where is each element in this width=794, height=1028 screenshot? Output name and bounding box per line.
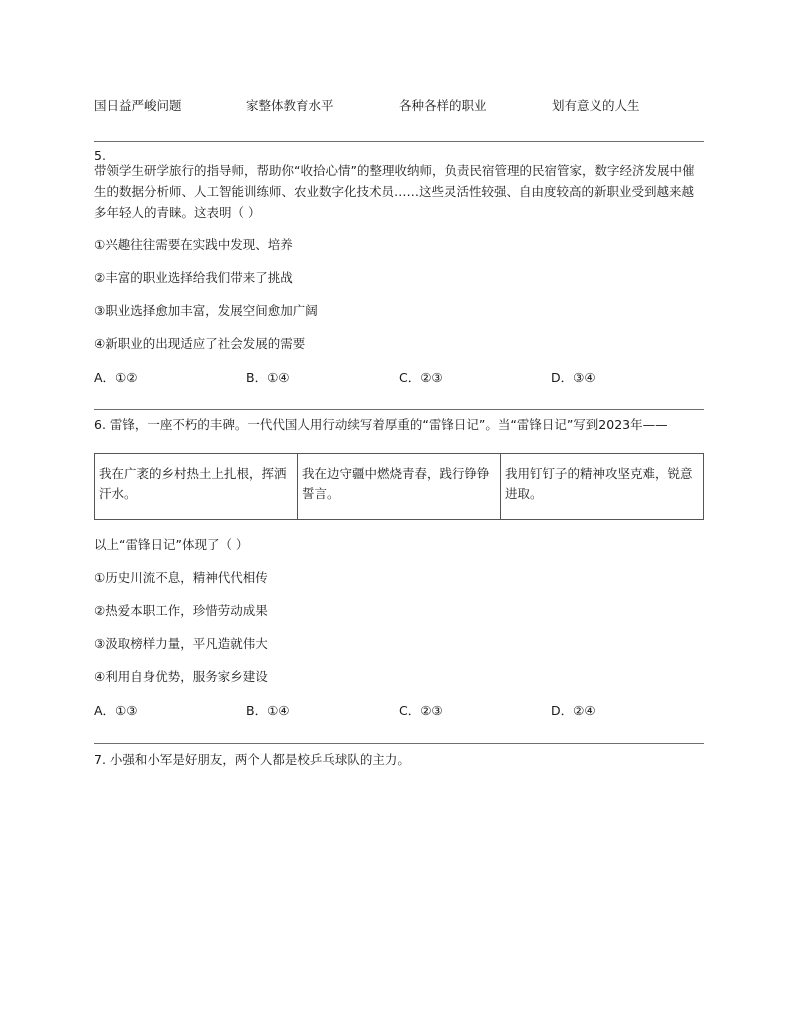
q5-item-3: ③职业选择愈加丰富，发展空间愈加广阔 <box>94 303 318 318</box>
q4-option-d: 划有意义的人生 <box>552 98 640 113</box>
q4-option-b: 家整体教育水平 <box>246 98 334 113</box>
q6-question: 以上“雷锋日记”体现了（ ） <box>94 537 249 552</box>
q5-choice-c[interactable]: C．②③ <box>399 370 443 385</box>
q5-choice-b[interactable]: B．①④ <box>246 370 290 385</box>
q6-item-3: ③汲取榜样力量，平凡造就伟大 <box>94 636 268 651</box>
q6-choice-d[interactable]: D．②④ <box>551 703 596 718</box>
divider <box>94 409 704 410</box>
q5-choice-d[interactable]: D．③④ <box>551 370 596 385</box>
q6-item-1: ①历史川流不息，精神代代相传 <box>94 570 268 585</box>
q6-diary-table <box>94 453 704 520</box>
q6-item-2: ②热爱本职工作，珍惜劳动成果 <box>94 603 268 618</box>
divider <box>94 743 704 744</box>
q6-diary-cell-2: 我在边守疆中燃烧青春，践行铮铮誓言。 <box>298 454 501 520</box>
q7-stem: 7. 小强和小军是好朋友，两个人都是校乒乓球队的主力。 <box>94 752 410 767</box>
divider <box>94 141 704 142</box>
q6-choice-b[interactable]: B．①④ <box>246 703 290 718</box>
q4-option-c: 各种各样的职业 <box>399 98 487 113</box>
q5-item-4: ④新职业的出现适应了社会发展的需要 <box>94 336 306 351</box>
q4-option-a: 国日益严峻问题 <box>94 98 182 113</box>
q5-item-1: ①兴趣往往需要在实践中发现、培养 <box>94 237 293 252</box>
q6-stem: 6. 雷锋，一座不朽的丰碑。一代代国人用行动续写着厚重的“雷锋日记”。当“雷锋日记”写到2023年—— <box>94 417 668 432</box>
q6-diary-cell-1: 我在广袤的乡村热土上扎根，挥洒汗水。 <box>95 454 298 520</box>
q6-choice-a[interactable]: A．①③ <box>94 703 138 718</box>
q5-choice-a[interactable]: A．①② <box>94 370 138 385</box>
q5-item-2: ②丰富的职业选择给我们带来了挑战 <box>94 270 293 285</box>
q5-number: 5. <box>94 148 106 163</box>
q6-item-4: ④利用自身优势，服务家乡建设 <box>94 669 268 684</box>
q5-stem: 带领学生研学旅行的指导师，帮助你“收拾心情”的整理收纳师，负责民宿管理的民宿管家，数字经济发展中催生的数据分析师、人工智能训练师、农业数字化技术员……这些灵活性较强、自由度较高的新职业受到越来越多年轻人的青睐。这表明（ ） <box>94 163 695 220</box>
q6-choice-c[interactable]: C．②③ <box>399 703 443 718</box>
q6-diary-cell-3: 我用钉钉子的精神攻坚克难，锐意进取。 <box>501 454 704 520</box>
